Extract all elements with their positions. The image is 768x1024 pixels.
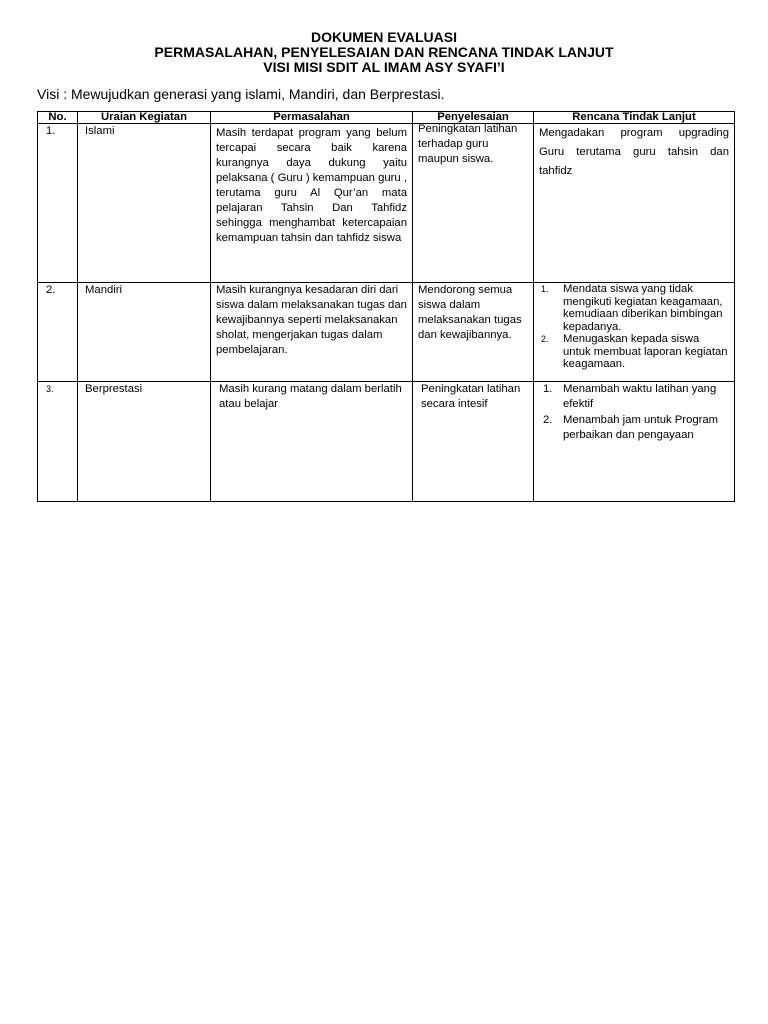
cell-rencana <box>534 124 735 283</box>
rencana-list <box>539 283 729 371</box>
evaluation-table <box>37 111 735 502</box>
cell-penyelesaian <box>413 382 534 502</box>
table-row <box>38 124 735 283</box>
list-item-number: 2. <box>541 334 549 344</box>
document-title: DOKUMEN EVALUASI <box>311 29 457 45</box>
visi-statement: Visi : Mewujudkan generasi yang islami, Mandiri, dan Berprestasi. <box>37 86 445 102</box>
list-item-number: 2. <box>543 414 553 426</box>
cell-penyelesaian <box>413 283 534 382</box>
list-item <box>539 333 729 371</box>
cell-rencana <box>534 382 735 502</box>
table-row <box>38 283 735 382</box>
cell-no <box>38 382 78 502</box>
table-row <box>38 382 735 502</box>
permasalahan-text: Masih terdapat program yang belum tercapai secara baik karena kurangnya daya dukung yaitu pelaksana ( Guru ) kemampuan guru , terutama guru Al Qur’an mata pelajaran Tahsin Dan Tahfidz sehingga menghambat ketercapaian kemampuan tahsin dan tahfidz siswa <box>216 127 407 244</box>
document-school-line: VISI MISI SDIT AL IMAM ASY SYAFI’I <box>263 59 505 75</box>
cell-no: 1. <box>38 124 78 283</box>
cell-uraian: Islami <box>78 124 211 283</box>
list-item <box>539 283 729 333</box>
list-item-text: Menugaskan kepada siswa untuk membuat laporan kegiatan keagamaan. <box>563 333 728 370</box>
table-header-row <box>38 112 735 124</box>
rencana-list <box>539 382 729 443</box>
cell-penyelesaian <box>413 124 534 283</box>
cell-permasalahan <box>211 124 413 283</box>
header-uraian: Uraian Kegiatan <box>78 112 211 124</box>
rencana-text: Mengadakan program upgrading Guru terutama guru tahsin dan tahfidz <box>539 127 729 177</box>
penyelesaian-text: Peningkatan latihan secara intesif <box>421 383 521 410</box>
list-item-number: 1. <box>541 284 549 294</box>
list-item <box>539 413 729 443</box>
header-no: No. <box>38 112 78 124</box>
list-item-number: 1. <box>543 383 553 395</box>
header-permasalahan: Permasalahan <box>211 112 413 124</box>
cell-uraian: Berprestasi <box>78 382 211 502</box>
header-rencana: Rencana Tindak Lanjut <box>534 112 735 124</box>
list-item-text: Mendata siswa yang tidak mengikuti kegiatan keagamaan, kemudiaan diberikan bimbingan kepadanya. <box>563 283 723 333</box>
header-penyelesaian: Penyelesaian <box>413 112 534 124</box>
cell-rencana <box>534 283 735 382</box>
row-number: 3. <box>46 384 54 394</box>
list-item <box>539 382 729 412</box>
permasalahan-text: Masih kurangnya kesadaran diri dari siswa dalam melaksanakan tugas dan kewajibannya seperti melaksanakan sholat, mengerjakan tugas dalam pembelajaran. <box>216 284 407 356</box>
list-item-text: Menambah jam untuk Program perbaikan dan pengayaan <box>563 414 719 441</box>
list-item-text: Menambah waktu latihan yang efektif <box>563 383 717 410</box>
cell-permasalahan <box>211 283 413 382</box>
cell-no: 2. <box>38 283 78 382</box>
document-title-block <box>0 30 768 75</box>
document-subtitle: PERMASALAHAN, PENYELESAIAN DAN RENCANA TINDAK LANJUT <box>154 44 614 60</box>
penyelesaian-text: Peningkatan latihan terhadap guru maupun siswa. <box>418 123 518 165</box>
permasalahan-text: Masih kurang matang dalam berlatih atau belajar <box>219 383 402 410</box>
penyelesaian-text: Mendorong semua siswa dalam melaksanakan tugas dan kewajibannya. <box>418 284 522 341</box>
cell-uraian: Mandiri <box>78 283 211 382</box>
cell-permasalahan <box>211 382 413 502</box>
